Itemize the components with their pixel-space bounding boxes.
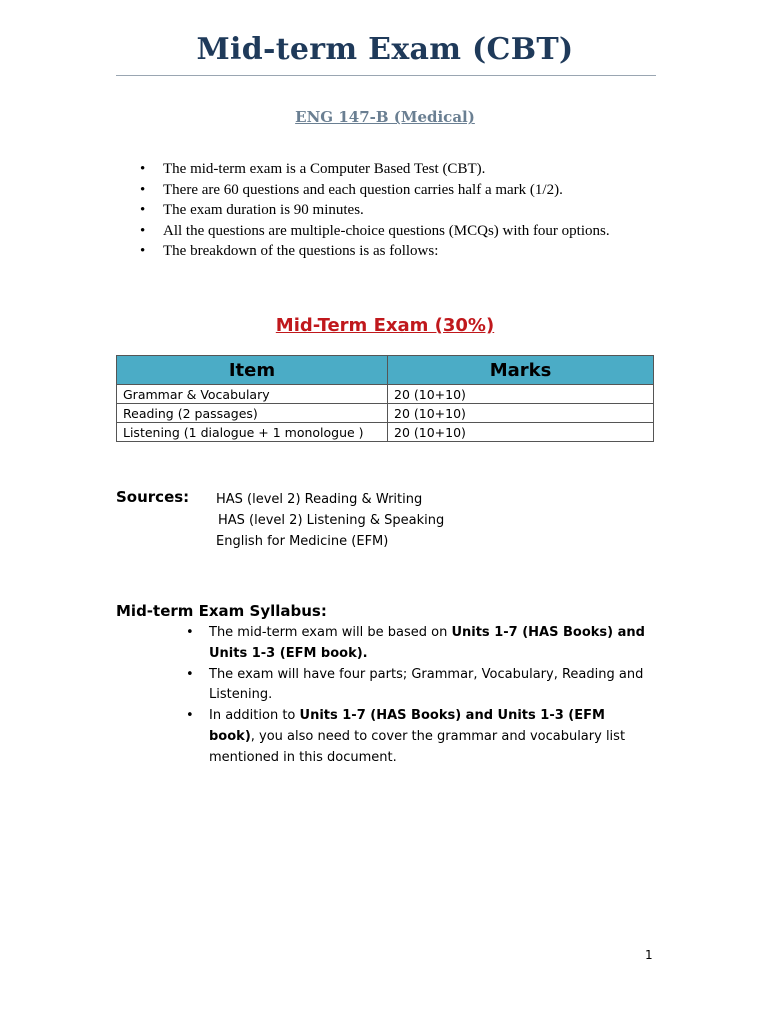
intro-bullet-list	[132, 159, 610, 262]
sources-list	[216, 489, 444, 552]
intro-bullet: • The exam duration is 90 minutes.	[132, 200, 610, 221]
intro-bullet: • There are 60 questions and each question carries half a mark (1/2).	[132, 180, 610, 201]
table-row	[117, 404, 654, 423]
table-row	[117, 385, 654, 404]
marks-table-heading: Mid-Term Exam (30%)	[275, 315, 495, 336]
marks-cell: 20 (10+10)	[388, 404, 654, 423]
syllabus-bullet	[185, 623, 655, 665]
source-item: HAS (level 2) Reading & Writing	[216, 492, 423, 507]
table-header-row	[117, 356, 654, 385]
sources-label: Sources:	[116, 488, 190, 506]
marks-table	[116, 355, 654, 442]
syllabus-heading: Mid-term Exam Syllabus:	[116, 602, 327, 620]
syllabus-bullet-list	[185, 623, 655, 769]
source-item: HAS (level 2) Listening & Speaking	[218, 513, 445, 528]
syllabus-text: In addition to	[209, 708, 300, 724]
syllabus-units-bold: Units 1-7 (HAS Books) and Units 1-3 (EFM book).	[209, 625, 645, 661]
source-item: English for Medicine (EFM)	[216, 534, 389, 549]
page-title: Mid-term Exam (CBT)	[196, 32, 574, 67]
syllabus-units-bold: Units 1-7 (HAS Books) and Units 1-3 (EFM book)	[209, 708, 605, 744]
syllabus-bullet	[185, 706, 655, 768]
column-header-marks: Marks	[388, 356, 654, 385]
title-divider	[116, 75, 656, 76]
syllabus-text: The exam will have four parts; Grammar, Vocabulary, Reading and Listening.	[209, 666, 644, 703]
page-number: 1	[645, 948, 653, 962]
intro-bullet: • The breakdown of the questions is as follows:	[132, 241, 610, 262]
syllabus-bullet	[185, 665, 655, 707]
intro-bullet: • All the questions are multiple-choice questions (MCQs) with four options.	[132, 221, 610, 242]
marks-cell: 20 (10+10)	[388, 423, 654, 442]
course-subtitle: ENG 147-B (Medical)	[295, 108, 475, 126]
syllabus-text: The mid-term exam will be based on	[209, 625, 452, 640]
item-cell: Reading (2 passages)	[117, 404, 388, 423]
item-cell: Listening (1 dialogue + 1 monologue )	[117, 423, 388, 442]
intro-bullet: • The mid-term exam is a Computer Based Test (CBT).	[132, 159, 610, 180]
item-cell: Grammar & Vocabulary	[117, 385, 388, 404]
marks-cell: 20 (10+10)	[388, 385, 654, 404]
table-row	[117, 423, 654, 442]
syllabus-text: , you also need to cover the grammar and vocabulary list mentioned in this document.	[209, 728, 626, 765]
column-header-item: Item	[117, 356, 388, 385]
